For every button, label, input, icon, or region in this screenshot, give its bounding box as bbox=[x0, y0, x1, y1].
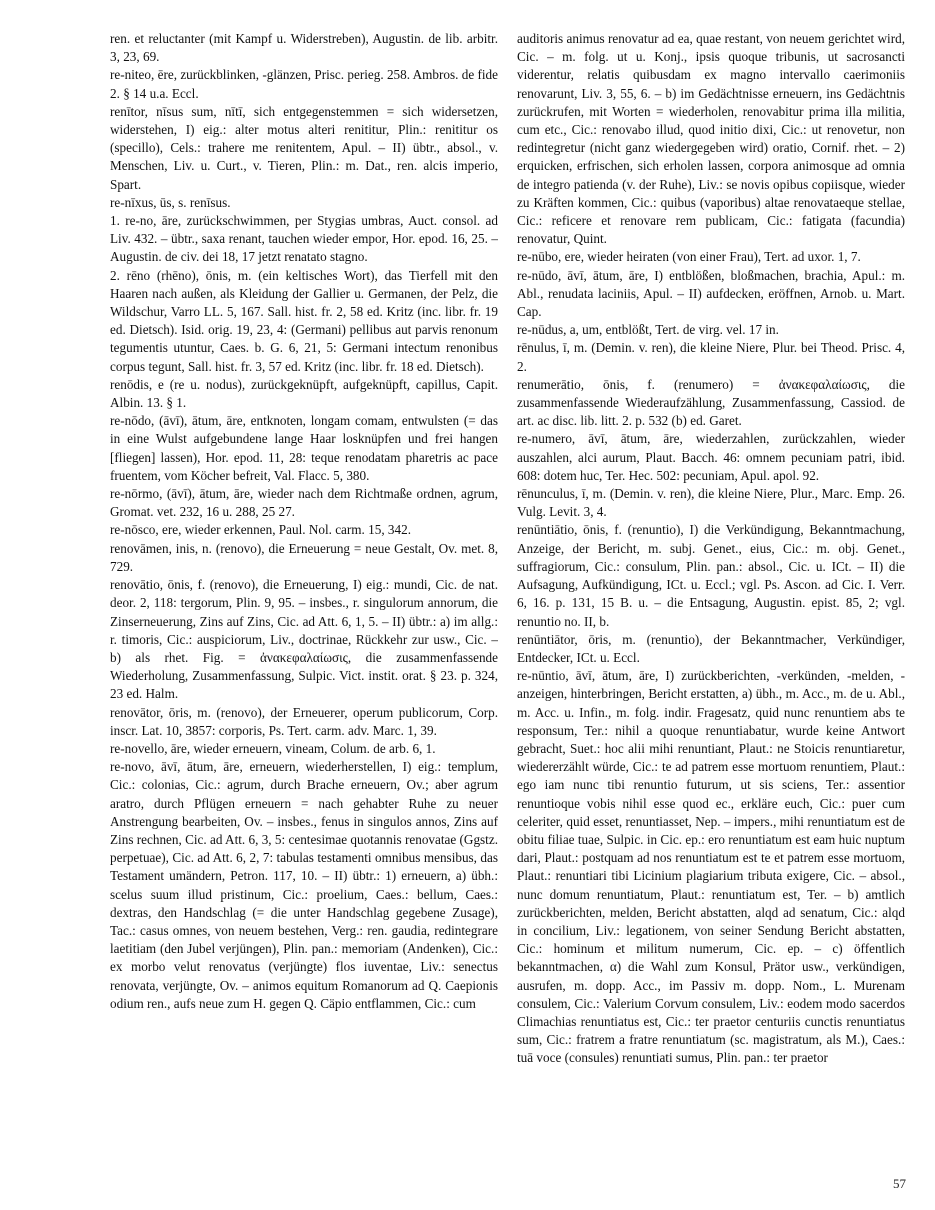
dictionary-entry: re-nūbo, ere, wieder heiraten (von einer Frau), Tert. ad uxor. 1, 7. bbox=[517, 249, 861, 265]
dictionary-entry: re-niteo, ēre, zurückblinken, -glänzen, Prisc. perieg. 258. Ambros. de fide 2. § 14 u.a. Eccl. bbox=[110, 67, 498, 101]
dictionary-entry: re-novo, āvī, ātum, āre, erneuern, wiederherstellen, I) eig.: templum, Cic.: colonias, Cic.: agrum, durch Brache erneuern, Ov.; aber agrum aratro, durch Pflügen erneuern = nach gehabter Ruhe zu neuer Anstrengung bearbeiten, Ov. – insbes., fenus in singulos annos, Zins auf Zins rechnen, Cic. ad Att. 6, 3, 5: centesimae quotannis renovatae (Ggstz. perpetuae), Cic. ad Att. 6, 2, 7: tabulas testamenti omnibus mensibus, das Testament umändern, Petron. 117, 10. – II) übtr.: 1) erneuern, a) übh.: scelus suum illud pristinum, Cic.: proelium, Caes.: bellum, Caes.: dextras, den Handschlag (= die unter Handschlag gegebene Zusage), Tac.: casus omnes, von neuem bestehen, Verg.: ren. gaudia, redintegrare laetitiam (den Jubel verjüngen), Plin. pan.: memoriam (Andenken), Cic.: ex morbo velut renovatus (verjüngte) flos iuventae, Liv.: senectus renovata, verjüngte, Ov. – animos equitum Romanorum ad Q. Caepionis odium ren., aufs neue zum H. gegen Q. Cäpio entflammen, Cic.: cum bbox=[110, 759, 498, 1011]
dictionary-entry: renovātor, ōris, m. (renovo), der Erneuerer, operum publicorum, Corp. inscr. Lat. 10, 3857: corporis, Ps. Tert. carm. adv. Marc. 1, 39. bbox=[110, 704, 498, 738]
dictionary-entry: re-nōdo, (āvī), ātum, āre, entknoten, longam comam, entwulsten (= das in eine Wulst aufgebundene lange Haar losknüpfen und frei hangen [fliegen] lassen), Hor. epod. 11, 28: teque renodatam pharetris ac pace fruentem, vom Köcher befreit, Val. Flacc. 5, 380. bbox=[110, 413, 498, 483]
dictionary-entry: re-nōrmo, (āvī), ātum, āre, wieder nach dem Richtmaße ordnen, agrum, Gromat. vet. 232, 16 u. 288, 25 27. bbox=[110, 486, 498, 520]
dictionary-entry: auditoris animus renovatur ad ea, quae restant, von neuem gerichtet wird, Cic. – m. folg. ut u. Konj., ipsis quoque tribunis, ut sacrosancti viderentur, relatis quibusdam ex magno intervallo caerimoniis renovarunt, Liv. 3, 55, 6. – b) im Gedächtnisse erneuern, ins Gedächtnis zurückrufen, mit Worten = wiederholen, renovabitur prima illa militia, cum etc., Cic.: renovabo illud, quod initio dixi, Cic.: ut renovetur, non redintegretur (nicht ganz wiedergegeben wird) oratio, Cornif. rhet. – 2) erquicken, erfrischen, sich erholen lassen, corpora animosque ad omnia de integro patienda (v. der Ruhe), Liv.: se novis opibus copiisque, wieder zu Kräften kommen, Cic.: quibus (vaporibus) altae renovataeque stellae, Cic.: reficere et renovare rem publicam, Cic.: fatigata (facundia) renovatur, Quint. bbox=[517, 31, 905, 247]
dictionary-entry: re-nūntio, āvī, ātum, āre, I) zurückberichten, -verkünden, -melden, -anzeigen, hinterbringen, Bericht erstatten, a) übh., m. Acc., m. de u. Abl., m. Acc. u. Infin., m. folg. indir. Fragesatz, quid nunc renuntiem abs te responsum, Ter.: nihil a quoque renuntiabatur, wurde keine Antwort gebracht, Suet.: hoc alii mihi renuntiant, Plaut.: ne Stoicis renuntiaretur, wiedererzählt würde, Cic.: te ad patrem esse mortuom renuntiem, Plaut.: ego iam nunc tibi renuntio futurum, ut sis sciens, Ter.: assentior renuntioque vobis nihil esse quod ec., erkläre euch, Cic.: puer cum celeriter, quid esset, renuntiasset, Nep. – impers., mihi renuntiatum est de obitu filiae tuae, Sulpic. in Cic. ep.: ero renuntiatum est eam huic nuptum dari, Plaut.: postquam ad nos renuntiatum est te et patrem esse mortuom, Plaut.: renuntiari tibi Licinium plagiarium tributa exigere, Cic. – absol., nunc domum renuntiatum, Plaut.: renuntiatum est, Ter. – b) amtlich zurückberichten, melden, Bericht abstatten, alqd ad senatum, Cic.: alqd in concilium, Liv.: legationem, von seiner Sendung Bericht abstatten, Cic.: hominum et militum numerum, Cic. ep. – c) öffentlich bekanntmachen, α) die Wahl zum Konsul, Prätor usw., verkündigen, ausrufen, m. dopp. Acc., im Passiv m. dopp. Nom., L. Murenam consulem, Cic.: Valerium Corvum consulem, Liv.: eodem modo sacerdos Climachias renuntiatus est, Cic.: ter praetor centuriis cunctis renuntiatus sum, Cic.: fratrem a fratre renuntiatum (sc. magistratum, als M.), Caes.: tuā voce (consules) renuntiati sumus, Plin. pan.: ter praetor bbox=[517, 668, 905, 1066]
page-number: 57 bbox=[893, 1176, 906, 1191]
dictionary-entry: renītor, nīsus sum, nītī, sich entgegenstemmen = sich widersetzen, widerstehen, I) eig.: alter motus alteri renititur, Plin.: renititur os (specillo), Cels.: trahere me renitentem, Apul. – II) übtr., absol., v. Menschen, Liv. u. Curt., v. Tieren, Plin.: m. Dat., ren. alcis imperio, Spart. bbox=[110, 103, 498, 192]
dictionary-entry: renumerātio, ōnis, f. (renumero) = ἀνακεφαλαίωσις, die zusammenfassende Wiederaufzählung, Zusammenfassung, Cassiod. de art. ac disc. lib. litt. 2. p. 532 (b) ed. Garet. bbox=[517, 376, 905, 429]
dictionary-entry: renovāmen, inis, n. (renovo), die Erneuerung = neue Gestalt, Ov. met. 8, 729. bbox=[110, 540, 498, 574]
dictionary-entry: ren. et reluctanter (mit Kampf u. Widerstreben), Augustin. de lib. arbitr. 3, 23, 69. bbox=[110, 31, 498, 65]
dictionary-entry: renūntiātor, ōris, m. (renuntio), der Bekanntmacher, Verkündiger, Entdecker, ICt. u. Eccl. bbox=[517, 631, 905, 665]
dictionary-entry: re-nūdus, a, um, entblößt, Tert. de virg. vel. 17 in. bbox=[517, 322, 779, 338]
dictionary-entry: rēnunculus, ī, m. (Demin. v. ren), die kleine Niere, Plur., Marc. Emp. 26. Vulg. Levit. 3, 4. bbox=[517, 486, 905, 520]
right-column bbox=[517, 30, 905, 1175]
dictionary-entry: renovātio, ōnis, f. (renovo), die Erneuerung, I) eig.: mundi, Cic. de nat. deor. 2, 118: tergorum, Plin. 9, 95. – insbes., r. singulorum annorum, die Zinserneuerung, Zins auf Zins, Cic. ad Att. 6, 1, 5. – II) übtr.: a) im allg.: r. timoris, Cic.: auspiciorum, Liv., doctrinae, Rückkehr zur usw., Cic. – b) als rhet. Fig. = ἀνακεφαλαίωσις, die zusammenfassende Wiederholung, Zusammenfassung, Sulpic. Vict. instit. orat. § 23. p. 324, 23 ed. Halm. bbox=[110, 577, 498, 702]
dictionary-entry: 2. rēno (rhēno), ōnis, m. (ein keltisches Wort), das Tierfell mit den Haaren nach außen, als Kleidung der Gallier u. Germanen, der Pelz, die Wildschur, Varro LL. 5, 167. Sall. hist. fr. 2, 58 ed. Kritz (inc. libr. fr. 19 ed. Dietsch). Isid. orig. 19, 23, 4: (Germani) pellibus aut parvis renonum tegumentis utuntur, Caes. b. G. 6, 21, 5: Germani intectum renonibus corpus tegunt, Sall. hist. fr. 3, 57 ed. Kritz (inc. libr. fr. 18 ed. Dietsch). bbox=[110, 267, 498, 374]
dictionary-entry: renōdis, e (re u. nodus), zurückgeknüpft, aufgeknüpft, capillus, Capit. Albin. 13. § 1. bbox=[110, 376, 498, 411]
dictionary-entry: re-novello, āre, wieder erneuern, vineam, Colum. de arb. 6, 1. bbox=[110, 740, 436, 756]
dictionary-entry: rēnulus, ī, m. (Demin. v. ren), die kleine Niere, Plur. bei Theod. Prisc. 4, 2. bbox=[517, 340, 905, 374]
left-column bbox=[110, 30, 498, 1175]
dictionary-entry: re-nīxus, ūs, s. renīsus. bbox=[110, 194, 231, 210]
dictionary-entry: re-nūdo, āvī, ātum, āre, I) entblößen, bloßmachen, brachia, Apul.: m. Abl., renudata laciniis, Apul. – II) aufdecken, eröffnen, Arnob. u. Mart. Cap. bbox=[517, 267, 905, 320]
dictionary-entry: 1. re-no, āre, zurückschwimmen, per Stygias umbras, Auct. consol. ad Liv. 432. – übtr., saxa renant, tauchen wieder empor, Hor. epod. 16, 25. – Augustin. de civ. dei 18, 17 jetzt renatato stagno. bbox=[110, 213, 498, 265]
dictionary-entry: renūntiātio, ōnis, f. (renuntio), I) die Verkündigung, Bekanntmachung, Anzeige, der Bericht, m. subj. Genet., eius, Cic.: m. obj. Genet., suffragiorum, Cic.: consulum, Plin. pan.: absol., Cic. u. ICt. – II) die Aufsagung, Aufkündigung, ICt. u. Eccl.; vgl. Ps. Ascon. ad Cic. I. Verr. 6, 16. p. 131, 15 B. u. – die Entsagung, Augustin. epist. 85, 2; vgl. renuntio no. II, b. bbox=[517, 522, 905, 629]
dictionary-entry: re-numero, āvī, ātum, āre, wiederzahlen, zurückzahlen, wieder auszahlen, alci aurum, Plaut. Bacch. 46: omnem pecuniam patri, ibid. 608: dotem huc, Ter. Hec. 502: pecuniam, Apul. apol. 92. bbox=[517, 431, 905, 483]
dictionary-entry: re-nōsco, ere, wieder erkennen, Paul. Nol. carm. 15, 342. bbox=[110, 522, 412, 538]
